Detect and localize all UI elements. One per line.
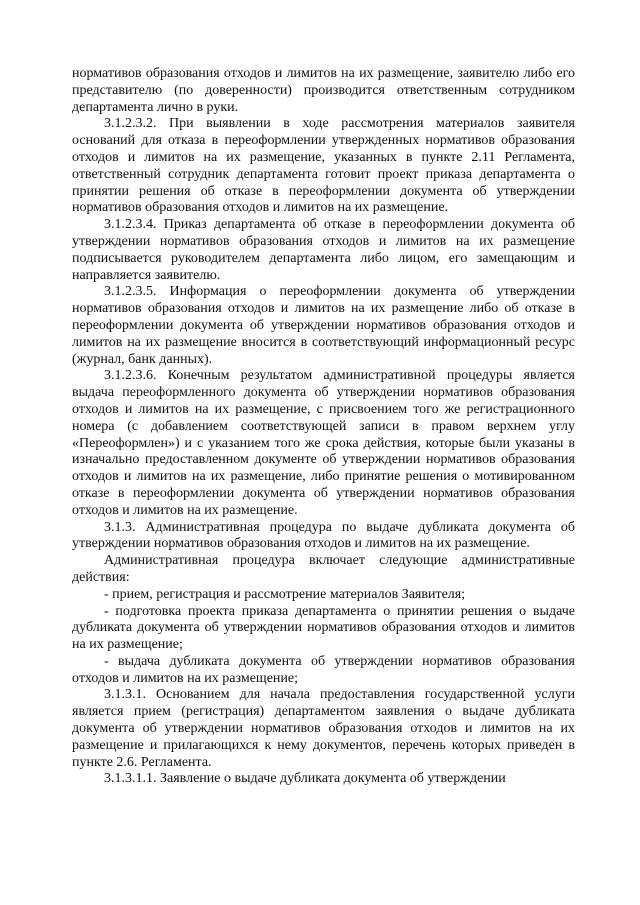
paragraph-3-1-2-3-4: 3.1.2.3.4. Приказ департамента об отказе в переоформлении документа об утверждении нормативов образования отходов и лимитов на их размещение подписывается руководителем департамента либо лицом, его замещающим и направляется заявителю. [72,217,575,283]
paragraph-3-1-3-1: 3.1.3.1. Основанием для начала предоставления государственной услуги является прием (регистрация) департаментом заявления о выдаче дубликата документа об утверждении нормативов образования отходов и лимитов на их размещение и прилагающихся к нему документов, перечень которых приведен в пункте 2.6. Регламента. [72,687,575,770]
paragraph-3-1-2-3-2: 3.1.2.3.2. При выявлении в ходе рассмотрения материалов заявителя оснований для отказа в переоформлении утвержденных нормативов образования отходов и лимитов на их размещение, указанных в пункте 2.11 Регламента, ответственный сотрудник департамента готовит проект приказа департамента о принятии решения об отказе в переоформлении документа об утверждении нормативов образования отходов и лимитов на их размещение. [72,116,575,216]
document-page [72,66,575,788]
paragraph-3-1-2-3-6: 3.1.2.3.6. Конечным результатом административной процедуры является выдача переоформленного документа об утверждении нормативов образования отходов и лимитов на их размещение, с присвоением того же регистрационного номера (с добавлением соответствующей записи в правом верхнем углу «Переоформлен») и с указанием того же срока действия, которые были указаны в изначально предоставленном документе об утверждении нормативов образования отходов и лимитов на их размещение, либо принятие решения о мотивированном отказе в переоформлении документа об утверждении нормативов образования отходов и лимитов на их размещение. [72,368,575,518]
list-item-reception: - прием, регистрация и рассмотрение материалов Заявителя; [104,586,466,602]
paragraph-3-1-2-3-5: 3.1.2.3.5. Информация о переоформлении документа об утверждении нормативов образования отходов и лимитов на их размещение либо об отказе в переоформлении документа об утверждении нормативов образования отходов и лимитов на их размещение вносится в соответствующий информационный ресурс (журнал, банк данных). [72,284,575,367]
paragraph-3-1-3: 3.1.3. Административная процедура по выдаче дубликата документа об утверждении нормативов образования отходов и лимитов на их размещение. [72,519,575,552]
list-item-duplicate-issue: - выдача дубликата документа об утверждении нормативов образования отходов и лимитов на их размещение; [72,653,575,686]
paragraph-3-1-3-1-1: 3.1.3.1.1. Заявление о выдаче дубликата документа об утверждении [104,771,506,787]
paragraph-procedure-intro: Административная процедура включает следующие административные действия: [72,553,575,585]
list-item-order-preparation: - подготовка проекта приказа департамента о принятии решения о выдаче дубликата документа об утверждении нормативов образования отходов и лимитов на их размещение; [72,603,575,653]
paragraph-continuation: нормативов образования отходов и лимитов на их размещение, заявителю либо его представителю (по доверенности) производится ответственным сотрудником департамента лично в руки. [72,66,575,115]
